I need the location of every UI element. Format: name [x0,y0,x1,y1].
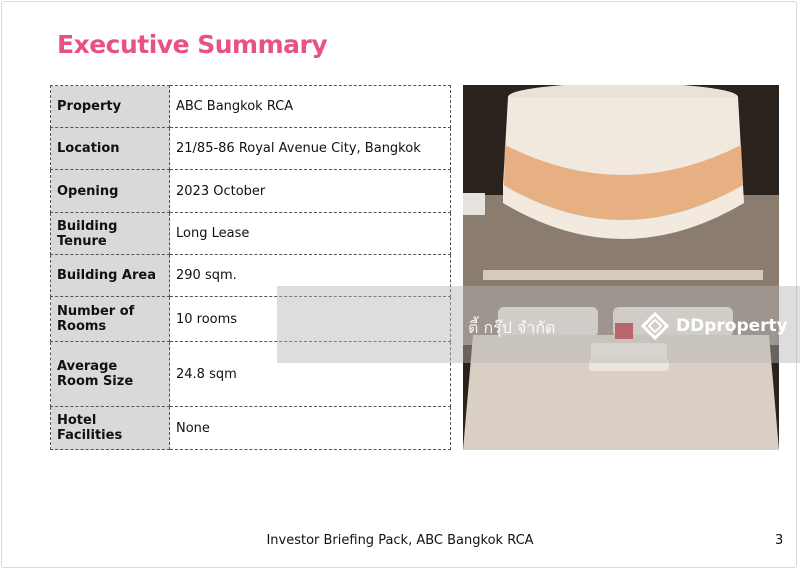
hotel-room-photo [463,85,779,450]
ddproperty-logo-icon [640,311,670,341]
row-label: Building Tenure [51,213,170,255]
row-value: ABC Bangkok RCA [170,86,451,128]
row-value: 290 sqm. [170,255,451,297]
row-value: Long Lease [170,213,451,255]
row-value: 10 rooms [170,297,451,342]
page-title: Executive Summary [57,30,328,59]
row-label: Location [51,128,170,170]
row-label: Opening [51,170,170,213]
row-label: Property [51,86,170,128]
row-label: Number of Rooms [51,297,170,342]
table-row [51,213,451,255]
row-value: 2023 October [170,170,451,213]
table-row [51,170,451,213]
watermark-thai-text: ตี้ กรุ๊ป จำกัด [468,318,556,337]
page-number: 3 [775,533,784,548]
watermark-brand [640,311,788,341]
row-value: 21/85-86 Royal Avenue City, Bangkok [170,128,451,170]
row-label: Hotel Facilities [51,407,170,450]
footer-text: Investor Briefing Pack, ABC Bangkok RCA [266,533,534,548]
row-value: None [170,407,451,450]
summary-table [50,85,451,450]
table-row [51,128,451,170]
row-label: Average Room Size [51,342,170,407]
row-value: 24.8 sqm [170,342,451,407]
table-row [51,86,451,128]
watermark-brand-text: DDproperty [676,316,788,336]
table-row [51,407,451,450]
room-illustration [463,85,779,450]
row-label: Building Area [51,255,170,297]
